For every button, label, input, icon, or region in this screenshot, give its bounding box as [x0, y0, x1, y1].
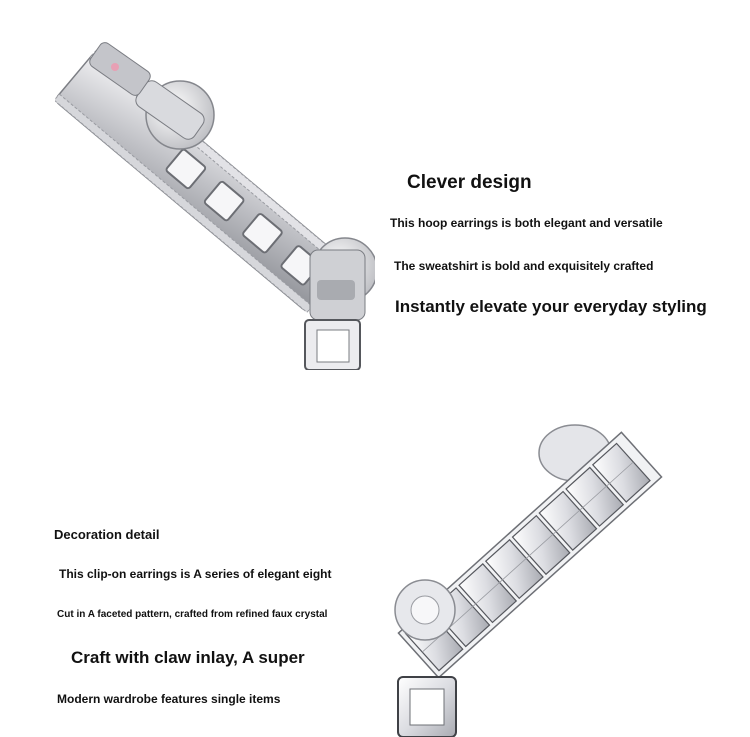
detail-line-series: This clip-on earrings is A series of elegant eight	[59, 567, 332, 581]
detail-line-wardrobe: Modern wardrobe features single items	[57, 692, 281, 706]
feature-line-crafted: The sweatshirt is bold and exquisitely crafted	[394, 259, 654, 273]
detail-line-claw-inlay: Craft with claw inlay, A super	[71, 648, 305, 667]
feature-line-versatile: This hoop earrings is both elegant and versatile	[390, 216, 663, 230]
earring-crystal-front-photo	[380, 405, 675, 737]
section-title-clever-design: Clever design	[407, 172, 532, 193]
feature-line-styling: Instantly elevate your everyday styling	[395, 297, 707, 316]
earring-metal-back-photo	[55, 35, 375, 370]
detail-line-faceted: Cut in A faceted pattern, crafted from refined faux crystal	[57, 609, 328, 620]
section-title-decoration-detail: Decoration detail	[54, 527, 160, 542]
